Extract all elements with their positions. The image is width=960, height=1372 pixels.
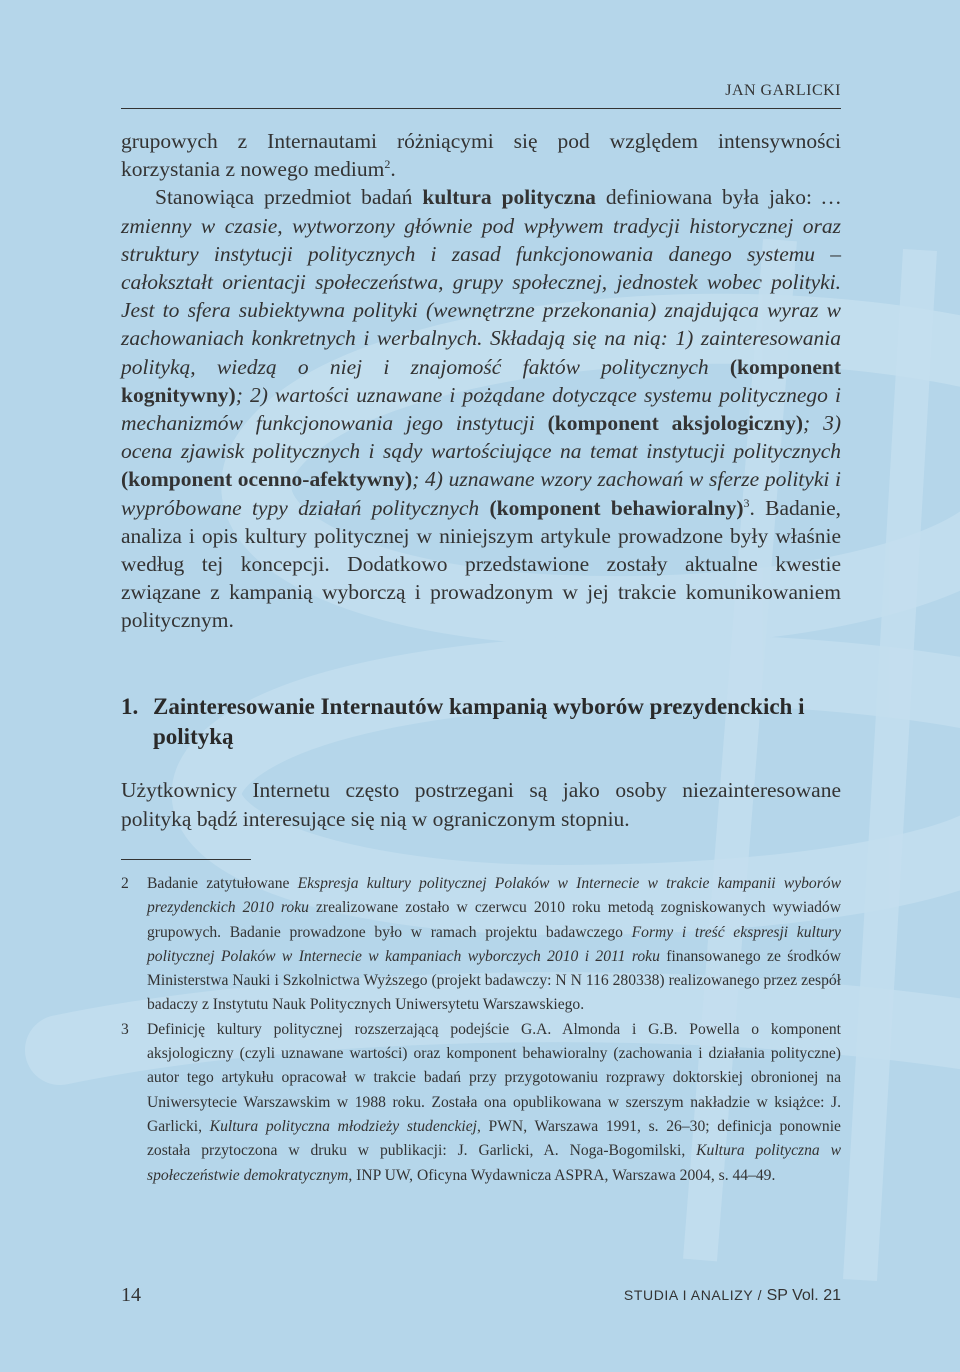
footnote-ref-3[interactable]: 3 [743,495,750,510]
journal-volume: SP Vol. 21 [766,1287,841,1304]
footnote-ref-2[interactable]: 2 [384,157,391,172]
fn3-t1: Definicję kultury politycznej rozszerzającą podejście G.A. Almonda i G.B. Powella o komponent aksjologiczny (czyli uznawane wartości) oraz komponent behawioralny (zachowania i działania polityczne) autor tego artykułu opracował w trakcie badań przy przygotowaniu rozprawy doktorskiej obronionej na Uniwersytecie Warszawskim w 1988 roku. Została ona opublikowana w szerszym nakładzie w książce: J. Garlicki, [147,1020,841,1135]
footnote-number: 3 [121,1020,129,1038]
fn3-i2: Kultura polityczna w społeczeństwie demokratycznym [147,1142,841,1184]
paragraph1-text: grupowych z Internautami różniącymi się pod względem intensywności korzystania z nowego medium [121,129,841,182]
footnote-rule [121,859,251,860]
journal-name: STUDIA I ANALIZY / [623,1287,763,1303]
section-title: Zainteresowanie Internautów kampanią wyborów prezydenckich i polityką [153,694,805,749]
p2-b2: (komponent kognitywny) [121,354,841,407]
p2-b1: kultura polityczna [422,185,596,210]
p2-i2: ; 2) wartości uznawane i pożądane dotyczące systemu politycznego i mechanizmów funkcjonowania jego instytucji [121,382,841,436]
running-head: JAN GARLICKI [725,82,841,99]
fn3-t3: , INP UW, Oficyna Wydawnicza ASPRA, Warszawa 2004, s. 44–49. [348,1166,776,1184]
paragraph-definition [121,183,841,634]
body-text [121,127,841,635]
paragraph-continued [121,127,841,183]
fn2-t1: Badanie zatytułowane [147,875,298,892]
footnote-text [147,872,841,1018]
p2-b4: (komponent ocenno-afektywny) [121,467,413,492]
page-number: 14 [121,1284,141,1306]
p2-b3: (komponent aksjologiczny) [547,411,804,436]
p2-i1: …zmienny w czasie, wytworzony głównie pod wpływem tradycji historycznej oraz struktury instytucji politycznych i zasad funkcjonowania danego systemu – całokształt orientacji społeczeństwa, grupy społecznej, jednostek wobec polityki. Jest to sfera subiektywna polityki (wewnętrzne przekonania) znajdująca wyraz w zachowaniach konkretnych i werbalnych. Składają się na nią: 1) zainteresowania polityką, wiedzą o niej i znajomość faktów politycznych [121,185,841,379]
section-heading [121,692,841,752]
p2-b5: (komponent behawioralny) [489,495,744,520]
footnote-2 [121,872,841,1018]
footnotes [121,872,841,1188]
p2-i4: ; 4) uznawane wzory zachowań w sferze polityki i wypróbowane typy działań politycznych [121,467,841,520]
fn3-i1: Kultura polityczna młodzieży studenckiej [209,1117,477,1135]
fn2-t3: finansowanego ze środków Ministerstwa Nauki i Szkolnictwa Wyższego (projekt badawczy: N N 116 280338) realizowanego przez zespół badaczy z Instytutu Nauk Politycznych Uniwersytetu Warszawskiego. [147,947,842,1014]
fn2-i1: Ekspresja kultury politycznej Polaków w Internecie w trakcie kampanii wyborów prezydenckich 2010 roku [147,875,841,917]
p2-i3: ; 3) ocena zjawisk politycznych i sądy wartościujące na temat instytucji politycznych [121,411,841,464]
fn2-i2: Formy i treść ekspresji kultury politycznej Polaków w Internecie w kampaniach wyborczych 2010 i 2011 roku [147,923,841,965]
header-rule [121,108,841,109]
fn2-t2: zrealizowane zostało w czerwcu 2010 roku metodą zogniskowanych wywiadów grupowych. Badanie prowadzone było w ramach projektu badawczego [147,899,841,941]
section-number: 1. [121,694,139,719]
paragraph1-end: . [390,157,396,182]
journal-footer [624,1287,841,1305]
footnote-number: 2 [121,875,129,892]
footnote-text [147,1018,841,1188]
p2-s3: . Badanie, analiza i opis kultury politycznej w niniejszym artykule prowadzone były właśnie według tej koncepcji. Dodatkowo przedstawione zostały aktualne kwestie związane z kampanią wyborczą i prowadzonym w jej trakcie komunikowaniem politycznym. [121,495,841,633]
p2-s1: Stanowiąca przedmiot badań [155,185,423,210]
p2-s2: definiowana była jako: [595,185,822,210]
section-paragraph: Użytkownicy Internetu często postrzegani są jako osoby niezainteresowane polityką bądź interesujące się nią w ograniczonym stopniu. [121,778,841,831]
footnote-3 [121,1018,841,1188]
fn3-t2: , PWN, Warszawa 1991, s. 26–30; definicja ponownie została przytoczona w druku w publikacji: J. Garlicki, A. Noga-Bogomilski, [147,1117,841,1160]
